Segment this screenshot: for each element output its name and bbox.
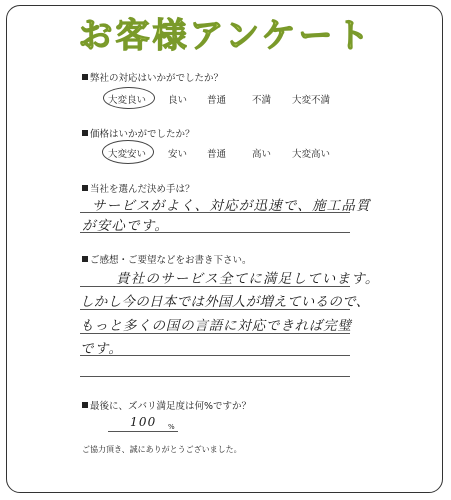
handwritten-answer-line: が安心です。 — [82, 218, 170, 234]
thanks-message: ご協力頂き、誠にありがとうございました。 — [82, 445, 242, 454]
question-service: 弊社の対応はいかがでしたか？ — [82, 70, 223, 84]
bullet-square-icon — [82, 185, 88, 191]
bullet-square-icon — [82, 256, 88, 262]
q1-option-3: 普通 — [207, 95, 227, 106]
percent-unit: % — [168, 423, 175, 431]
q2-option-3: 普通 — [207, 149, 227, 160]
bullet-square-icon — [82, 130, 88, 136]
q2-option-1: 大変安い — [108, 149, 147, 160]
q1-option-2: 良い — [168, 95, 188, 106]
q2-option-5: 大変高い — [292, 149, 331, 160]
q1-option-4: 不満 — [252, 95, 272, 106]
q2-option-4: 高い — [252, 149, 272, 160]
question-comments: ご感想・ご要望などをお書き下さい。 — [82, 252, 252, 266]
bullet-square-icon — [82, 74, 88, 80]
question-satisfaction: 最後に、ズバリ満足度は何%ですか？ — [82, 398, 251, 412]
handwritten-answer-line: しかし今の日本では外国人が増えているので、 — [80, 294, 370, 310]
handwritten-answer-line: もっと多くの国の言語に対応できれば完璧 — [80, 318, 352, 334]
answer-rule — [80, 376, 350, 377]
q2-option-2: 安い — [168, 149, 188, 160]
answer-rule — [80, 355, 350, 356]
answer-rule — [80, 286, 350, 287]
bullet-square-icon — [82, 402, 88, 408]
handwritten-answer-line: 貴社のサービス全てに満足しています。 — [116, 271, 380, 287]
answer-rule — [80, 232, 350, 233]
handwritten-answer-line: サービスがよく、対応が迅速で、施工品質 — [92, 198, 371, 214]
survey-card — [6, 5, 443, 493]
q1-option-1: 大変良い — [108, 95, 147, 106]
answer-rule — [80, 309, 350, 310]
handwritten-answer-line: です。 — [80, 341, 124, 357]
answer-rule — [80, 212, 350, 213]
q1-option-5: 大変不満 — [292, 95, 331, 106]
answer-rule — [80, 333, 350, 334]
question-reason: 当社を選んだ決め手は？ — [82, 181, 195, 195]
satisfaction-value: 100 — [130, 415, 157, 429]
question-price: 価格はいかがでしたか？ — [82, 126, 195, 140]
survey-title: お客様アンケート — [78, 16, 373, 56]
satisfaction-rule — [108, 431, 178, 432]
